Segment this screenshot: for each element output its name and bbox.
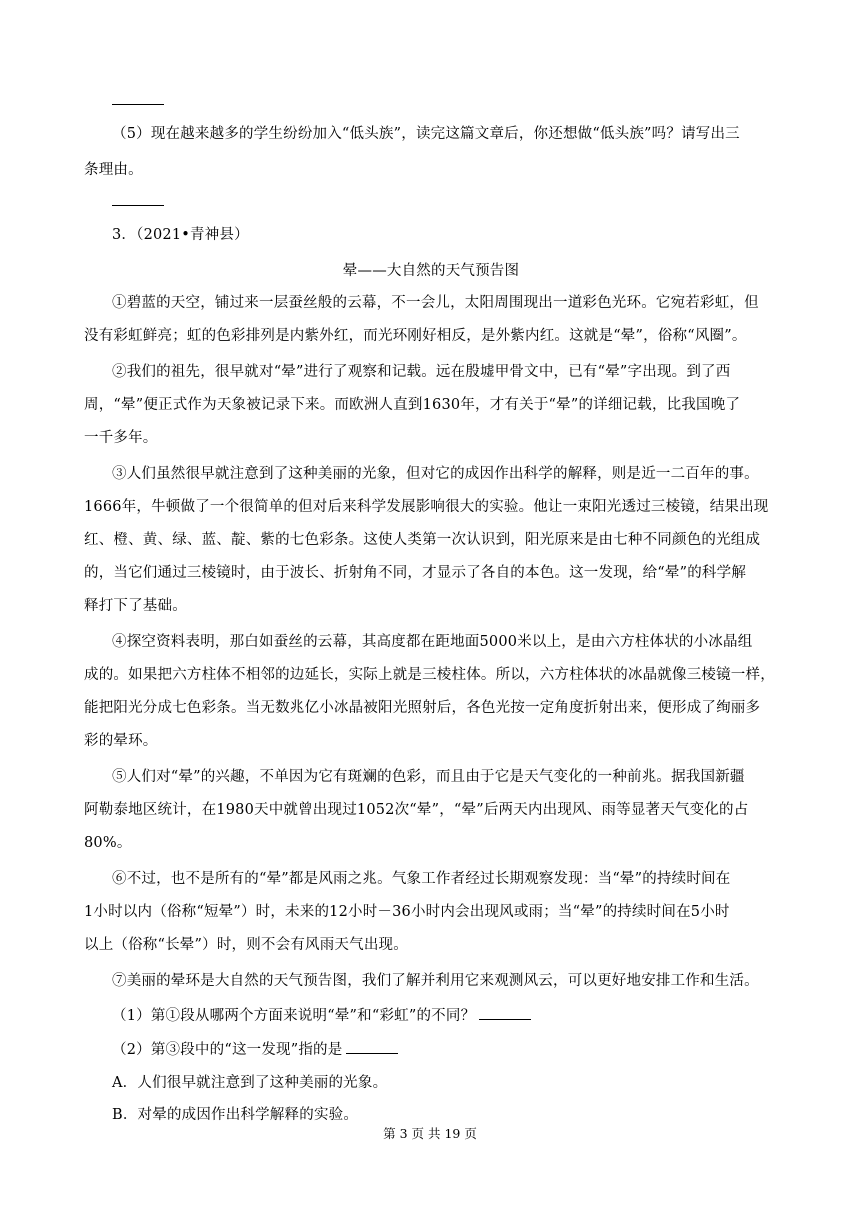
article-title: 晕——大自然的天气预告图 <box>342 263 520 279</box>
paragraph-line: 红、橙、黄、绿、蓝、靛、紫的七色彩条。这使人类第一次认识到，阳光原来是由七种不同颜色的光组成 <box>84 532 761 548</box>
sub-question-2-text: （2）第③段中的“这一发现”指的是 <box>112 1042 343 1058</box>
paragraph-line: ①碧蓝的天空，铺过来一层蚕丝般的云幕，不一会儿，太阳周围现出一道彩色光环。它宛若彩虹，但 <box>112 295 759 311</box>
question-3-header: 3．（2021•青神县） <box>112 227 249 243</box>
paragraph-line: 能把阳光分成七色彩条。当无数兆亿小冰晶被阳光照射后，各色光按一定角度折射出来，便形成了绚丽多 <box>84 700 761 716</box>
paragraph-line: ④探空资料表明，那白如蚕丝的云幕，其高度都在距地面5000米以上，是由六方柱体状的小冰晶组 <box>112 634 753 650</box>
paragraph-line: 1666年，牛顿做了一个很简单的但对后来科学发展影响很大的实验。他让一束阳光透过三棱镜，结果出现 <box>84 499 769 515</box>
paragraph-line: 彩的晕环。 <box>84 733 158 749</box>
q5-line-1: （5）现在越来越多的学生纷纷加入“低头族”，读完这篇文章后，你还想做“低头族”吗？请写出三 <box>112 126 740 142</box>
page-footer: 第 3 页 共 19 页 <box>383 1126 477 1141</box>
paragraph-line: 80%。 <box>84 835 132 851</box>
paragraph-line: 的，当它们通过三棱镜时，由于波长、折射角不同，才显示了各自的本色。这一发现，给“晕”的科学解 <box>84 565 747 581</box>
answer-blank-line <box>112 205 164 206</box>
paragraph-line: ②我们的祖先，很早就对“晕”进行了观察和记载。远在殷墟甲骨文中，已有“晕”字出现。到了西 <box>112 364 731 380</box>
paragraph-line: 没有彩虹鲜亮；虹的色彩排列是内紫外红，而光环刚好相反，是外紫内红。这就是“晕”，俗称“风圈”。 <box>84 328 747 344</box>
paragraph-line: ⑦美丽的晕环是大自然的天气预告图，我们了解并利用它来观测风云，可以更好地安排工作和生活。 <box>112 973 759 989</box>
paragraph-line: 以上（俗称“长晕”）时，则不会有风雨天气出现。 <box>84 937 408 953</box>
paragraph-line: 一千多年。 <box>84 430 158 446</box>
answer-blank-line <box>112 104 164 105</box>
q5-line-2: 条理由。 <box>84 162 143 178</box>
paragraph-line: ③人们虽然很早就注意到了这种美丽的光象，但对它的成因作出科学的解释，则是近一二百年的事。 <box>112 466 759 482</box>
paragraph-line: 1小时以内（俗称“短晕”）时，未来的12小时－36小时内会出现风或雨；当“晕”的持续时间在5小时 <box>84 904 730 920</box>
answer-blank[interactable] <box>479 1005 531 1020</box>
sub-question-2 <box>84 1035 806 1065</box>
answer-blank[interactable] <box>346 1039 398 1054</box>
option-a[interactable]: A．人们很早就注意到了这种美丽的光象。 <box>112 1075 388 1091</box>
paragraph-line: 释打下了基础。 <box>84 598 187 614</box>
paragraph-line: ⑤人们对“晕”的兴趣，不单因为它有斑斓的色彩，而且由于它是天气变化的一种前兆。据我国新疆 <box>112 769 745 785</box>
sub-question-1 <box>84 1001 806 1031</box>
paragraph-line: 周，“晕”便正式作为天象被记录下来。而欧洲人直到1630年，才有关于“晕”的详细记载，比我国晚了 <box>84 397 741 413</box>
option-b[interactable]: B．对晕的成因作出科学解释的实验。 <box>112 1107 359 1123</box>
sub-question-1-text: （1）第①段从哪两个方面来说明“晕”和“彩虹”的不同？ <box>112 1008 476 1024</box>
paragraph-line: ⑥不过，也不是所有的“晕”都是风雨之兆。气象工作者经过长期观察发现：当“晕”的持续时间在 <box>112 871 731 887</box>
paragraph-line: 阿勒泰地区统计，在1980天中就曾出现过1052次“晕”，“晕”后两天内出现风、雨等显著天气变化的占 <box>84 802 749 818</box>
paragraph-line: 成的。如果把六方柱体不相邻的边延长，实际上就是三棱柱体。所以，六方柱体状的冰晶就像三棱镜一样， <box>84 667 775 683</box>
